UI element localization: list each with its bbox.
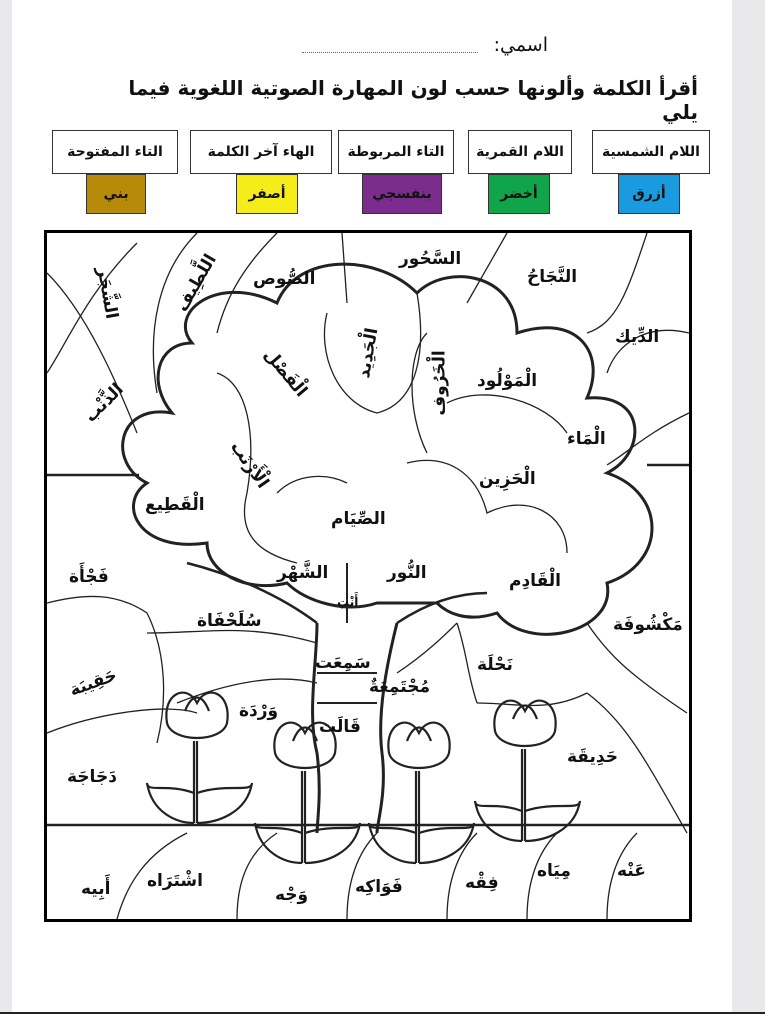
- key-moon-lam: [468, 130, 578, 216]
- word-region[interactable]: الْخَرُوف: [429, 350, 450, 416]
- word-region[interactable]: عَنْه: [617, 861, 646, 881]
- name-line: [288, 34, 548, 60]
- instruction-text: أقرأ الكلمة وألونها حسب لون المهارة الصوتية اللغوية فيما يلي: [128, 76, 698, 124]
- word-region[interactable]: الْفَصْل: [259, 344, 311, 402]
- worksheet-page: [12, 0, 732, 1012]
- key-label: التاء المفتوحة: [52, 130, 178, 174]
- key-label: التاء المربوطة: [338, 130, 454, 174]
- word-region[interactable]: الْأَرْنَب: [226, 437, 273, 493]
- word-region[interactable]: فَوَاكِه: [355, 877, 403, 897]
- key-haa-end: [190, 130, 330, 216]
- key-swatch-yellow: أصفر: [236, 174, 298, 214]
- word-region[interactable]: مُجْتَمِعَةٌ: [369, 677, 431, 697]
- word-region[interactable]: الْحَزِين: [479, 469, 536, 489]
- word-region[interactable]: الْمَوْلُود: [477, 371, 538, 391]
- word-region[interactable]: مَكْشُوفَة: [613, 615, 683, 635]
- tulip-group: [147, 693, 580, 863]
- word-region[interactable]: وَرْدَة: [239, 701, 279, 721]
- word-region[interactable]: أَبِيه: [81, 879, 111, 899]
- key-swatch-purple: بنفسجي: [362, 174, 442, 214]
- coloring-area: [44, 230, 692, 922]
- word-region[interactable]: النُّور: [387, 563, 427, 583]
- word-region[interactable]: السَّحُور: [399, 249, 462, 269]
- key-swatch-brown: بني: [86, 174, 146, 214]
- word-region[interactable]: حَدِيقَة: [567, 747, 618, 767]
- key-label: اللام القمرية: [468, 130, 572, 174]
- key-swatch-green: أخضر: [488, 174, 550, 214]
- name-blank[interactable]: [302, 52, 478, 53]
- word-region[interactable]: سُلَحْفَاة: [197, 611, 262, 631]
- key-taa-marbuta: [338, 130, 458, 216]
- word-region[interactable]: الشَّجَر: [92, 265, 122, 321]
- key-sun-lam: [592, 130, 712, 216]
- word-region[interactable]: الْجَدِيد: [354, 326, 383, 380]
- key-label: الهاء آخر الكلمة: [190, 130, 332, 174]
- key-open-taa: [52, 130, 180, 216]
- word-region[interactable]: الشَّهْر: [277, 563, 329, 583]
- word-region[interactable]: اشْتَرَاه: [147, 871, 203, 891]
- name-label: اسمي:: [493, 34, 548, 56]
- word-region[interactable]: أَنْتِ: [337, 595, 359, 609]
- word-region[interactable]: اللَّطِيف: [172, 250, 221, 316]
- key-label: اللام الشمسية: [592, 130, 710, 174]
- word-region[interactable]: قَالَت: [319, 717, 361, 737]
- word-region[interactable]: الْقَادِم: [509, 571, 562, 591]
- word-region[interactable]: حَقِيبَة: [67, 665, 120, 701]
- word-region[interactable]: الْقَطِيع: [145, 495, 205, 515]
- word-region[interactable]: الصِّيَام: [331, 509, 386, 529]
- word-region[interactable]: دَجَاجَة: [67, 767, 117, 787]
- word-region[interactable]: وَجْه: [275, 885, 309, 905]
- word-region[interactable]: النَّجَاحُ: [527, 267, 578, 287]
- word-region[interactable]: فِقْه: [465, 873, 499, 893]
- word-region[interactable]: سَمِعَت: [315, 653, 371, 673]
- word-region[interactable]: مِيَاه: [537, 861, 571, 881]
- word-region[interactable]: الدِّيك: [615, 327, 660, 347]
- word-region[interactable]: الصُّوص: [253, 269, 316, 289]
- key-swatch-blue: أزرق: [618, 174, 680, 214]
- word-region[interactable]: الْمَاء: [567, 429, 606, 449]
- word-region[interactable]: فَجْأَة: [69, 567, 109, 587]
- word-region[interactable]: نَحْلَة: [477, 655, 513, 675]
- word-region[interactable]: الذَّنْب: [80, 379, 128, 427]
